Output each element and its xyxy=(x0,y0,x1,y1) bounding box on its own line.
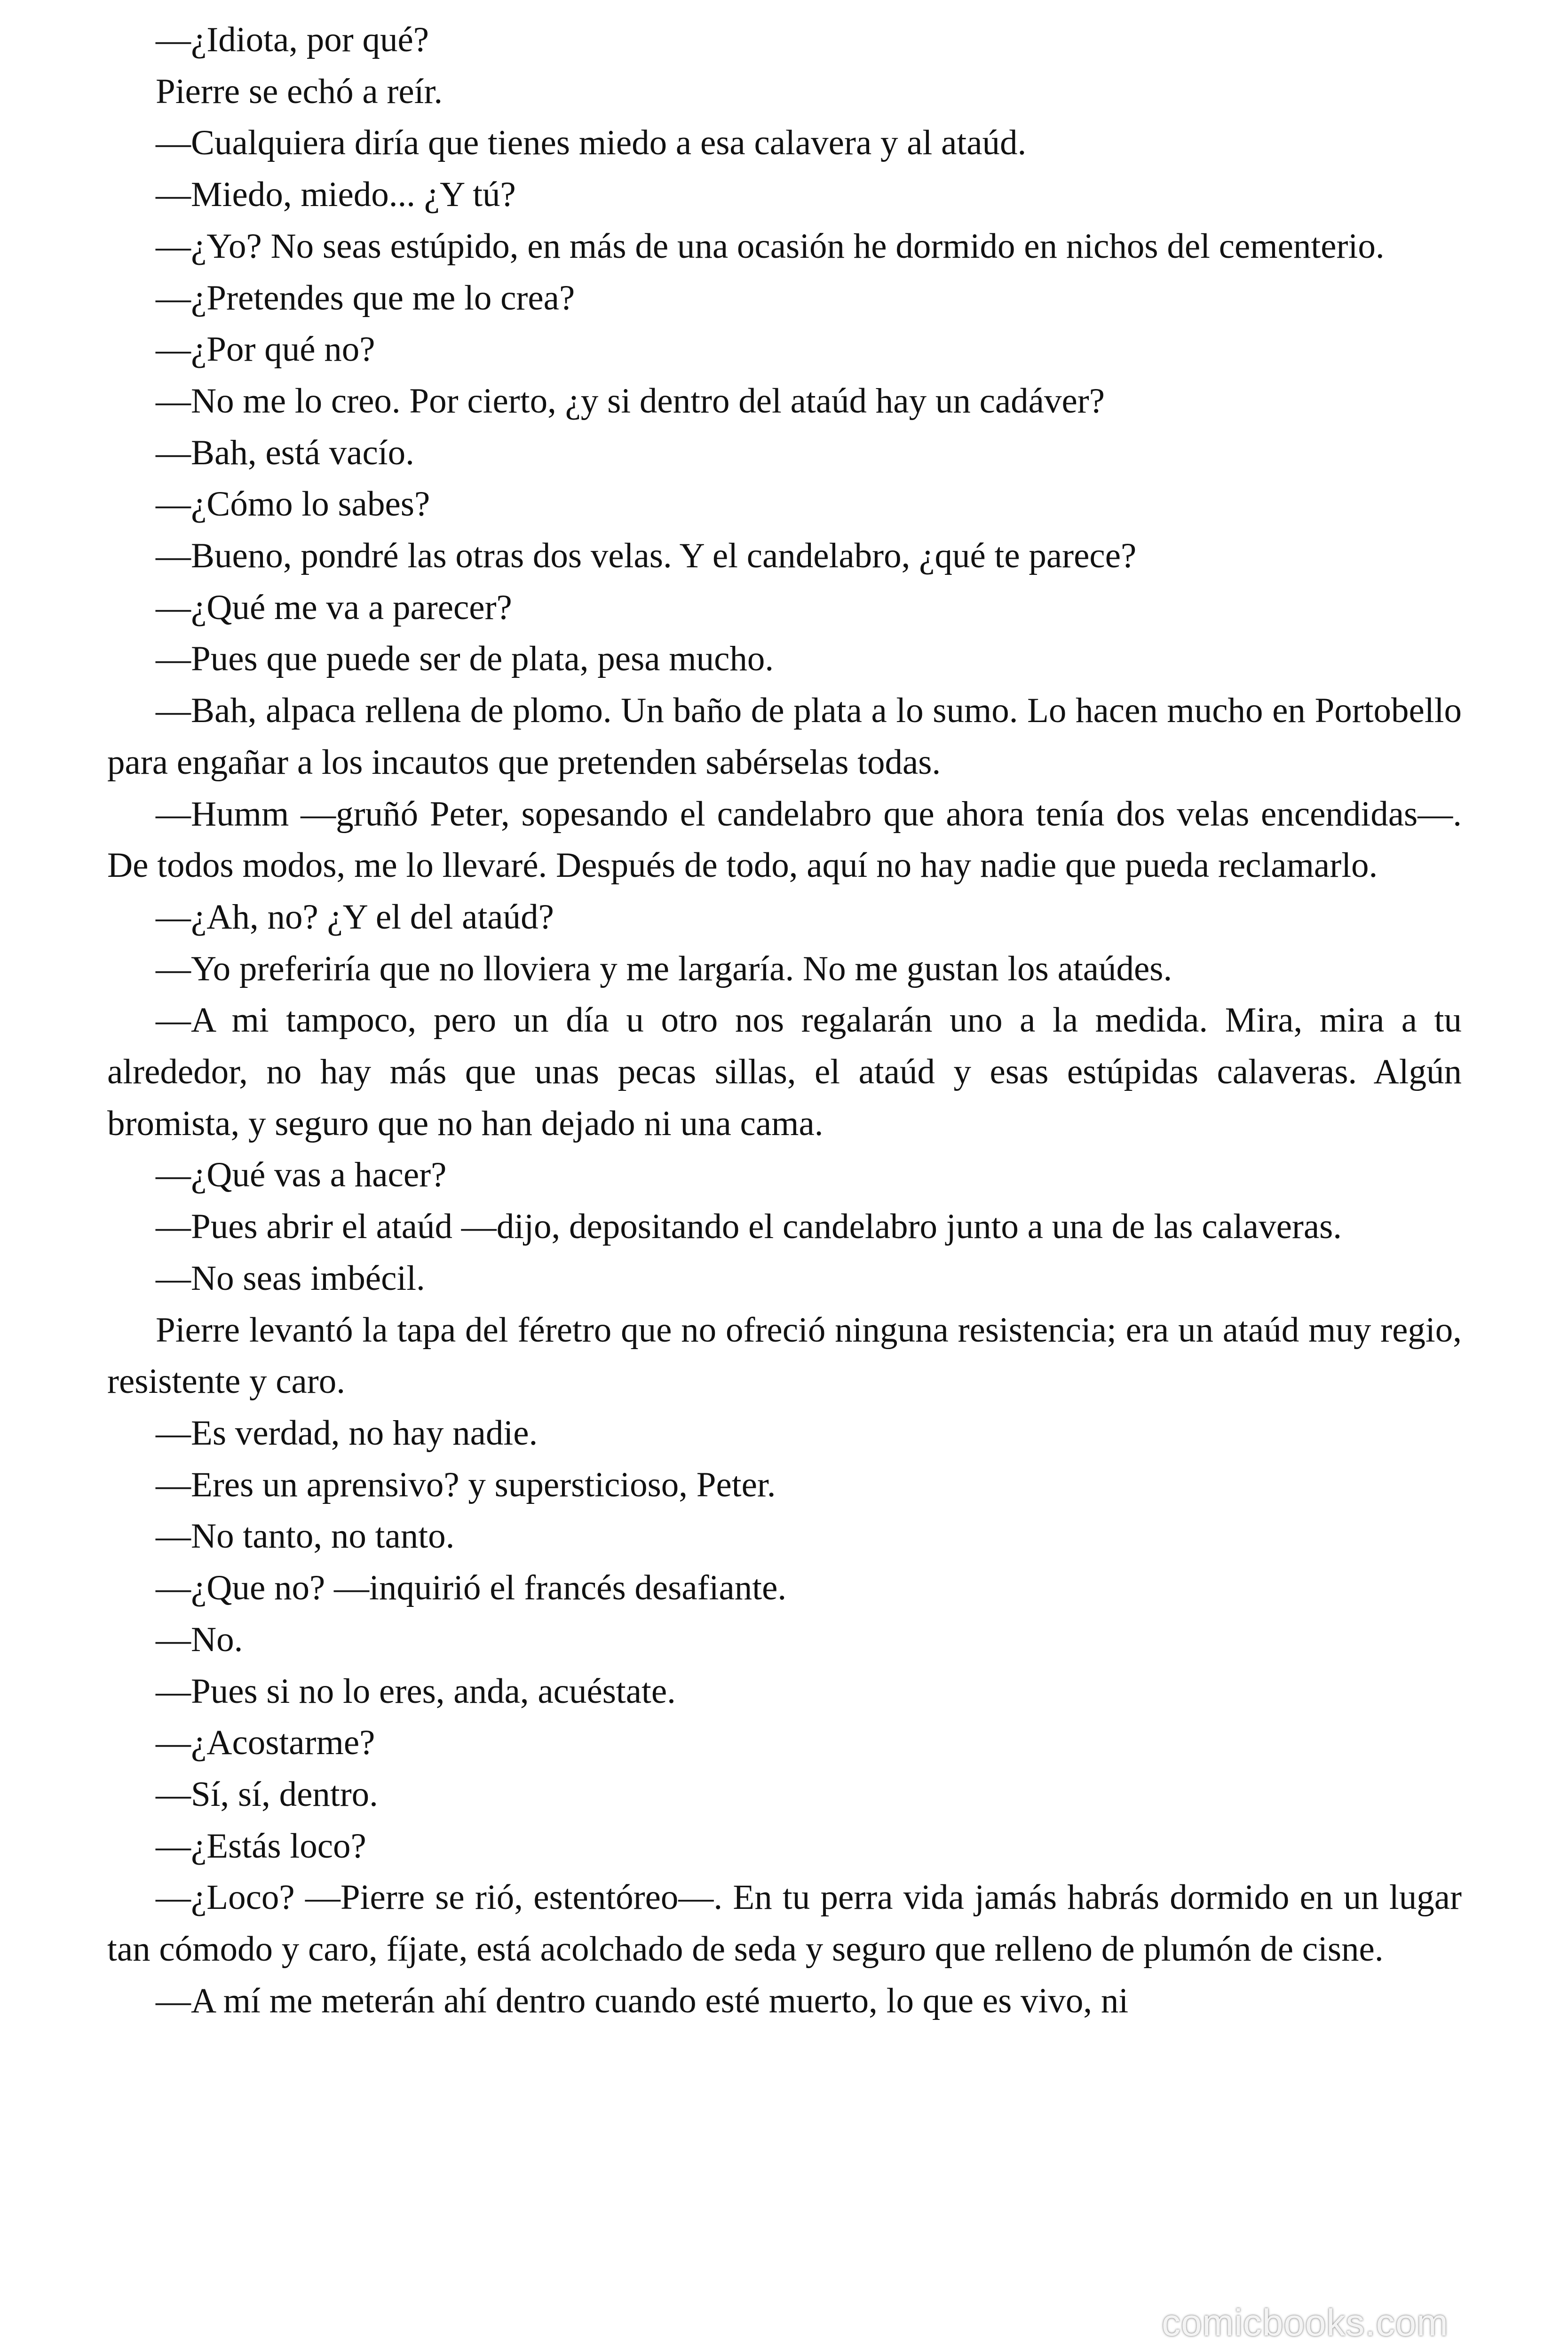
paragraph: —¿Que no? —inquirió el francés desafiante. xyxy=(156,1568,787,1608)
paragraph: —A mi tampoco, pero un día u otro nos regalarán uno a la medida. Mira, mira a tu alrededor, no hay más que unas pecas sillas, el ataúd y esas estúpidas calaveras. Algún bromista, y seguro que no han dejado ni una cama. xyxy=(107,1001,1462,1143)
paragraph: —Pues que puede ser de plata, pesa mucho. xyxy=(156,639,774,679)
paragraph: —Bah, alpaca rellena de plomo. Un baño de plata a lo sumo. Lo hacen mucho en Portobello para engañar a los incautos que pretenden sabérselas todas. xyxy=(107,691,1462,782)
paragraph: —Yo preferiría que no lloviera y me largaría. No me gustan los ataúdes. xyxy=(156,949,1172,988)
paragraph: —Es verdad, no hay nadie. xyxy=(156,1413,538,1453)
paragraph: —Bueno, pondré las otras dos velas. Y el candelabro, ¿qué te parece? xyxy=(156,536,1137,576)
paragraph: —¿Estás loco? xyxy=(156,1826,366,1866)
paragraph: —A mí me meterán ahí dentro cuando esté muerto, lo que es vivo, ni xyxy=(156,1981,1129,2020)
paragraph: —Eres un aprensivo? y supersticioso, Peter. xyxy=(156,1465,776,1504)
page-text xyxy=(107,14,1462,2026)
paragraph: —Pues si no lo eres, anda, acuéstate. xyxy=(156,1671,676,1711)
paragraph: —No. xyxy=(156,1620,243,1659)
paragraph: —Humm —gruñó Peter, sopesando el candelabro que ahora tenía dos velas encendidas—. De todos modos, me lo llevaré. Después de todo, aquí no hay nadie que pueda reclamarlo. xyxy=(107,794,1462,885)
paragraph: —¿Idiota, por qué? xyxy=(156,20,429,59)
paragraph: —¿Cómo lo sabes? xyxy=(156,485,430,524)
paragraph: —Bah, está vacío. xyxy=(156,433,414,472)
watermark: comicbooks.com xyxy=(1162,2302,1449,2344)
paragraph: Pierre se echó a reír. xyxy=(156,72,443,111)
paragraph: —No tanto, no tanto. xyxy=(156,1517,455,1556)
paragraph: —¿Por qué no? xyxy=(156,330,375,369)
paragraph: —¿Qué vas a hacer? xyxy=(156,1155,447,1195)
paragraph: —¿Loco? —Pierre se rió, estentóreo—. En tu perra vida jamás habrás dormido en un lugar tan cómodo y caro, fíjate, está acolchado de seda y seguro que relleno de plumón de cisne. xyxy=(107,1878,1462,1969)
paragraph: —Cualquiera diría que tienes miedo a esa calavera y al ataúd. xyxy=(156,123,1027,163)
paragraph: —¿Qué me va a parecer? xyxy=(156,588,512,627)
paragraph: —¿Yo? No seas estúpido, en más de una ocasión he dormido en nichos del cementerio. xyxy=(156,226,1385,266)
paragraph: —¿Ah, no? ¿Y el del ataúd? xyxy=(156,897,554,937)
paragraph: —Miedo, miedo... ¿Y tú? xyxy=(156,175,516,215)
paragraph: —Sí, sí, dentro. xyxy=(156,1774,378,1814)
paragraph: —¿Pretendes que me lo crea? xyxy=(156,278,575,318)
paragraph: —No seas imbécil. xyxy=(156,1258,425,1298)
paragraph: —No me lo creo. Por cierto, ¿y si dentro del ataúd hay un cadáver? xyxy=(156,381,1105,421)
paragraph: Pierre levantó la tapa del féretro que no ofreció ninguna resistencia; era un ataúd muy regio, resistente y caro. xyxy=(107,1310,1462,1401)
paragraph: —Pues abrir el ataúd —dijo, depositando el candelabro junto a una de las calaveras. xyxy=(156,1207,1342,1247)
paragraph: —¿Acostarme? xyxy=(156,1723,375,1763)
